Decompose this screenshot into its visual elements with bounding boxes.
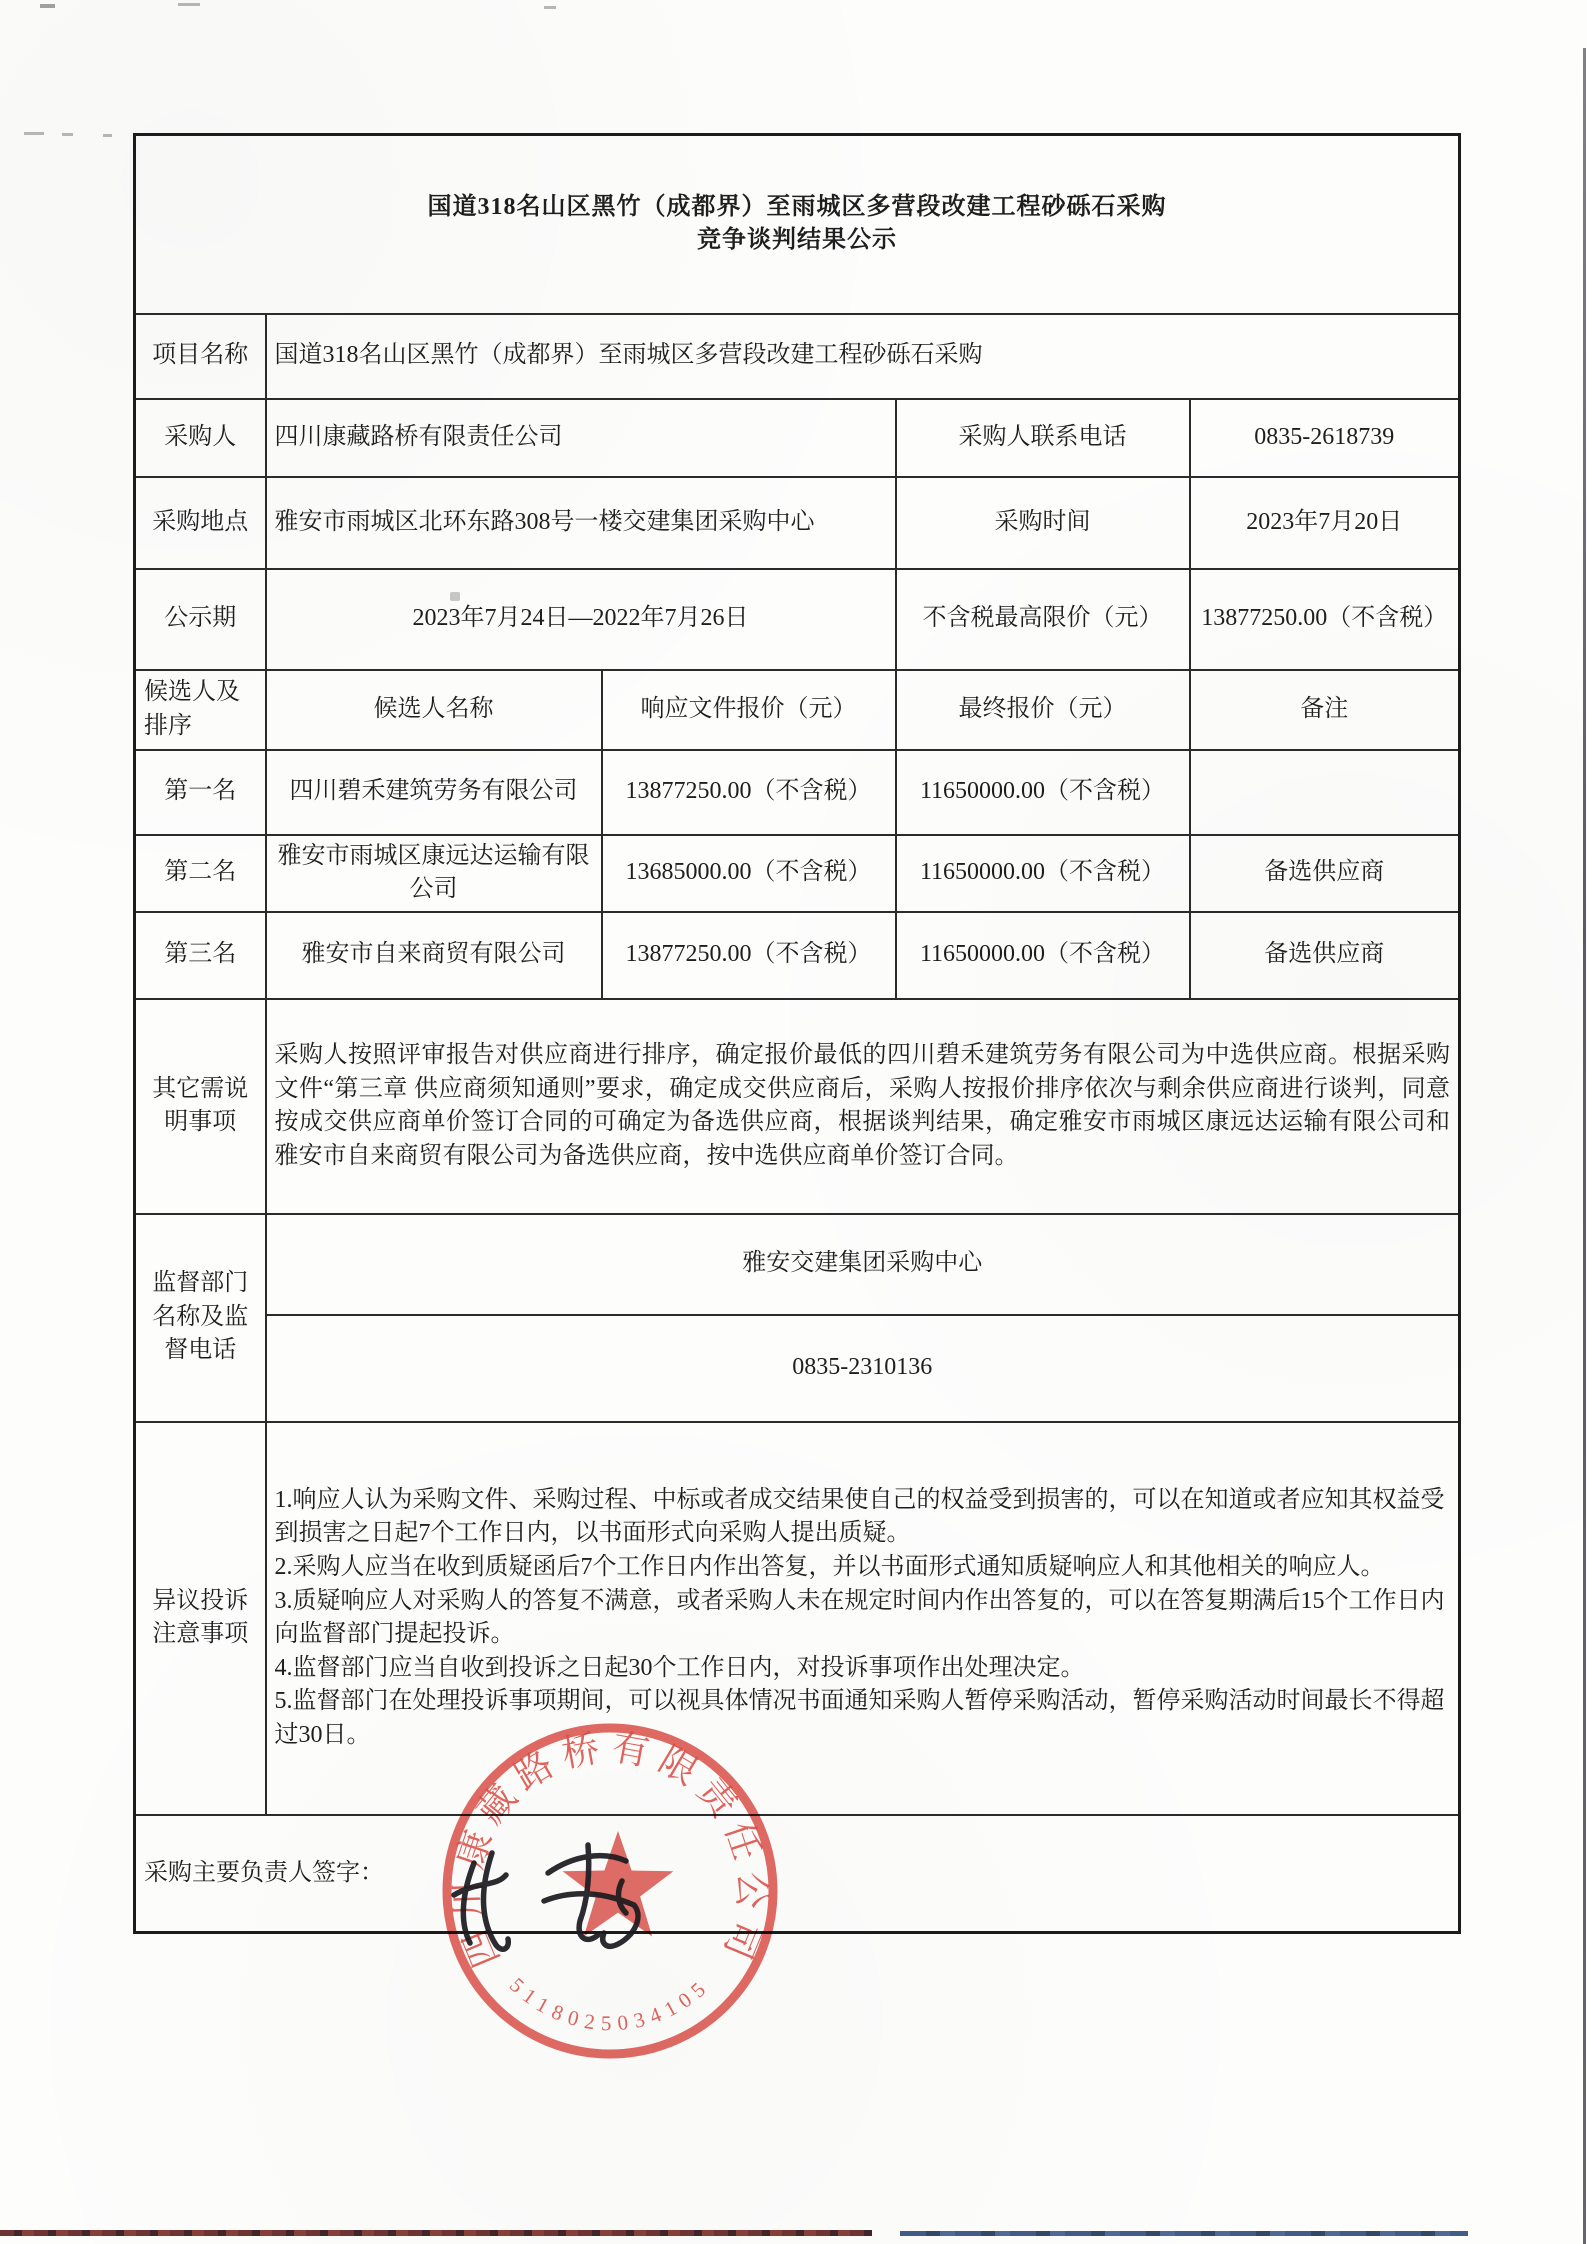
scan-speck [103, 134, 112, 137]
candidate-name: 雅安市雨城区康远达运输有限公司 [266, 835, 602, 912]
candidate-rank: 第二名 [135, 835, 266, 912]
table-row [135, 135, 1460, 314]
candidate-rank: 第一名 [135, 750, 266, 835]
table-row [135, 1214, 1460, 1315]
supervision-phone: 0835-2310136 [266, 1315, 1460, 1422]
publicity-period-value: 2023年7月24日—2022年7月26日 [266, 569, 896, 670]
table-row [135, 1315, 1460, 1422]
max-price-value: 13877250.00（不含税） [1190, 569, 1460, 670]
signature-label: 采购主要负责人签字： [135, 1815, 1460, 1933]
seal-number: 5118025034105 [504, 1972, 716, 2036]
other-notes-content: 采购人按照评审报告对供应商进行排序，确定报价最低的四川碧禾建筑劳务有限公司为中选供应商。根据采购文件“第三章 供应商须知通则”要求，确定成交供应商后，采购人按报价排序依次与剩余供应商进行谈判，同意按成交供应商单价签订合同的可确定为备选供应商，根据谈判结果，确定雅安市雨城区康远达运输有限公司和雅安市自来商贸有限公司为备选供应商，按中选供应商单价签订合同。 [266, 999, 1460, 1214]
complaint-item: 1.响应人认为采购文件、采购过程、中标或者成交结果使自己的权益受到损害的，可以在知道或者应知其权益受到损害之日起7个工作日内，以书面形式向采购人提出质疑。 [274, 1486, 1445, 1547]
candidate-remark [1190, 750, 1460, 835]
table-row [135, 1815, 1460, 1933]
candidate-name: 雅安市自来商贸有限公司 [266, 912, 602, 999]
project-name-value: 国道318名山区黑竹（成都界）至雨城区多营段改建工程砂砾石采购 [266, 314, 1460, 399]
candidate-doc-price: 13877250.00（不含税） [602, 912, 896, 999]
scan-speck [40, 4, 55, 8]
candidates-rank-header: 候选人及排序 [135, 670, 266, 750]
table-row [135, 314, 1460, 399]
scan-speck [24, 132, 44, 135]
scan-speck [62, 133, 73, 136]
location-value: 雅安市雨城区北环东路308号一楼交建集团采购中心 [266, 477, 896, 569]
candidate-final-price: 11650000.00（不含税） [896, 835, 1190, 912]
candidate-doc-price: 13877250.00（不含税） [602, 750, 896, 835]
scan-speck [178, 3, 200, 6]
table-row [135, 569, 1460, 670]
candidate-name: 四川碧禾建筑劳务有限公司 [266, 750, 602, 835]
purchaser-phone-value: 0835-2618739 [1190, 399, 1460, 477]
project-name-label: 项目名称 [135, 314, 266, 399]
candidate-final-price: 11650000.00（不含税） [896, 750, 1190, 835]
document-title-line2: 竞争谈判结果公示 [697, 227, 898, 254]
purchase-time-value: 2023年7月20日 [1190, 477, 1460, 569]
table-row [135, 835, 1460, 912]
scan-edge-bottom-blue [900, 2231, 1468, 2236]
table-row [135, 399, 1460, 477]
publicity-label: 公示期 [135, 569, 266, 670]
candidates-doc-price-header: 响应文件报价（元） [602, 670, 896, 750]
candidate-rank: 第三名 [135, 912, 266, 999]
procurement-result-table [133, 133, 1461, 1934]
table-row [135, 1422, 1460, 1815]
table-row [135, 670, 1460, 750]
candidates-name-header: 候选人名称 [266, 670, 602, 750]
other-notes-label: 其它需说明事项 [135, 999, 266, 1214]
table-row [135, 477, 1460, 569]
document-title [135, 135, 1460, 314]
complaint-content [266, 1422, 1460, 1815]
candidate-remark: 备选供应商 [1190, 835, 1460, 912]
candidates-remark-header: 备注 [1190, 670, 1460, 750]
purchaser-value: 四川康藏路桥有限责任公司 [266, 399, 896, 477]
scan-edge-bottom-red [0, 2230, 872, 2236]
table-row [135, 999, 1460, 1214]
scan-speck [544, 6, 556, 9]
complaint-item: 3.质疑响应人对采购人的答复不满意，或者采购人未在规定时间内作出答复的，可以在答复期满后15个工作日内向监督部门提起投诉。 [274, 1587, 1445, 1648]
complaint-label: 异议投诉注意事项 [135, 1422, 266, 1815]
supervision-label: 监督部门名称及监督电话 [135, 1214, 266, 1422]
table-row [135, 912, 1460, 999]
location-label: 采购地点 [135, 477, 266, 569]
document-title-line1: 国道318名山区黑竹（成都界）至雨城区多营段改建工程砂砾石采购 [427, 193, 1167, 220]
complaint-item: 4.监督部门应当自收到投诉之日起30个工作日内，对投诉事项作出处理决定。 [274, 1654, 1085, 1681]
purchaser-label: 采购人 [135, 399, 266, 477]
scan-edge-right [1583, 48, 1586, 2244]
max-price-label: 不含税最高限价（元） [896, 569, 1190, 670]
table-row [135, 750, 1460, 835]
complaint-item: 5.监督部门在处理投诉事项期间，可以视具体情况书面通知采购人暂停采购活动，暂停采购活动时间最长不得超过30日。 [274, 1688, 1445, 1748]
seal-company-name: 四川康藏路桥有限责任公司 [448, 1727, 772, 1973]
supervision-department: 雅安交建集团采购中心 [266, 1214, 1460, 1315]
complaint-item: 2.采购人应当在收到质疑函后7个工作日内作出答复，并以书面形式通知质疑响应人和其他相关的响应人。 [274, 1554, 1385, 1580]
purchase-time-label: 采购时间 [896, 477, 1190, 569]
candidates-final-price-header: 最终报价（元） [896, 670, 1190, 750]
purchaser-phone-label: 采购人联系电话 [896, 399, 1190, 477]
candidate-doc-price: 13685000.00（不含税） [602, 835, 896, 912]
candidate-remark: 备选供应商 [1190, 912, 1460, 999]
candidate-final-price: 11650000.00（不含税） [896, 912, 1190, 999]
scan-speck [450, 592, 460, 601]
